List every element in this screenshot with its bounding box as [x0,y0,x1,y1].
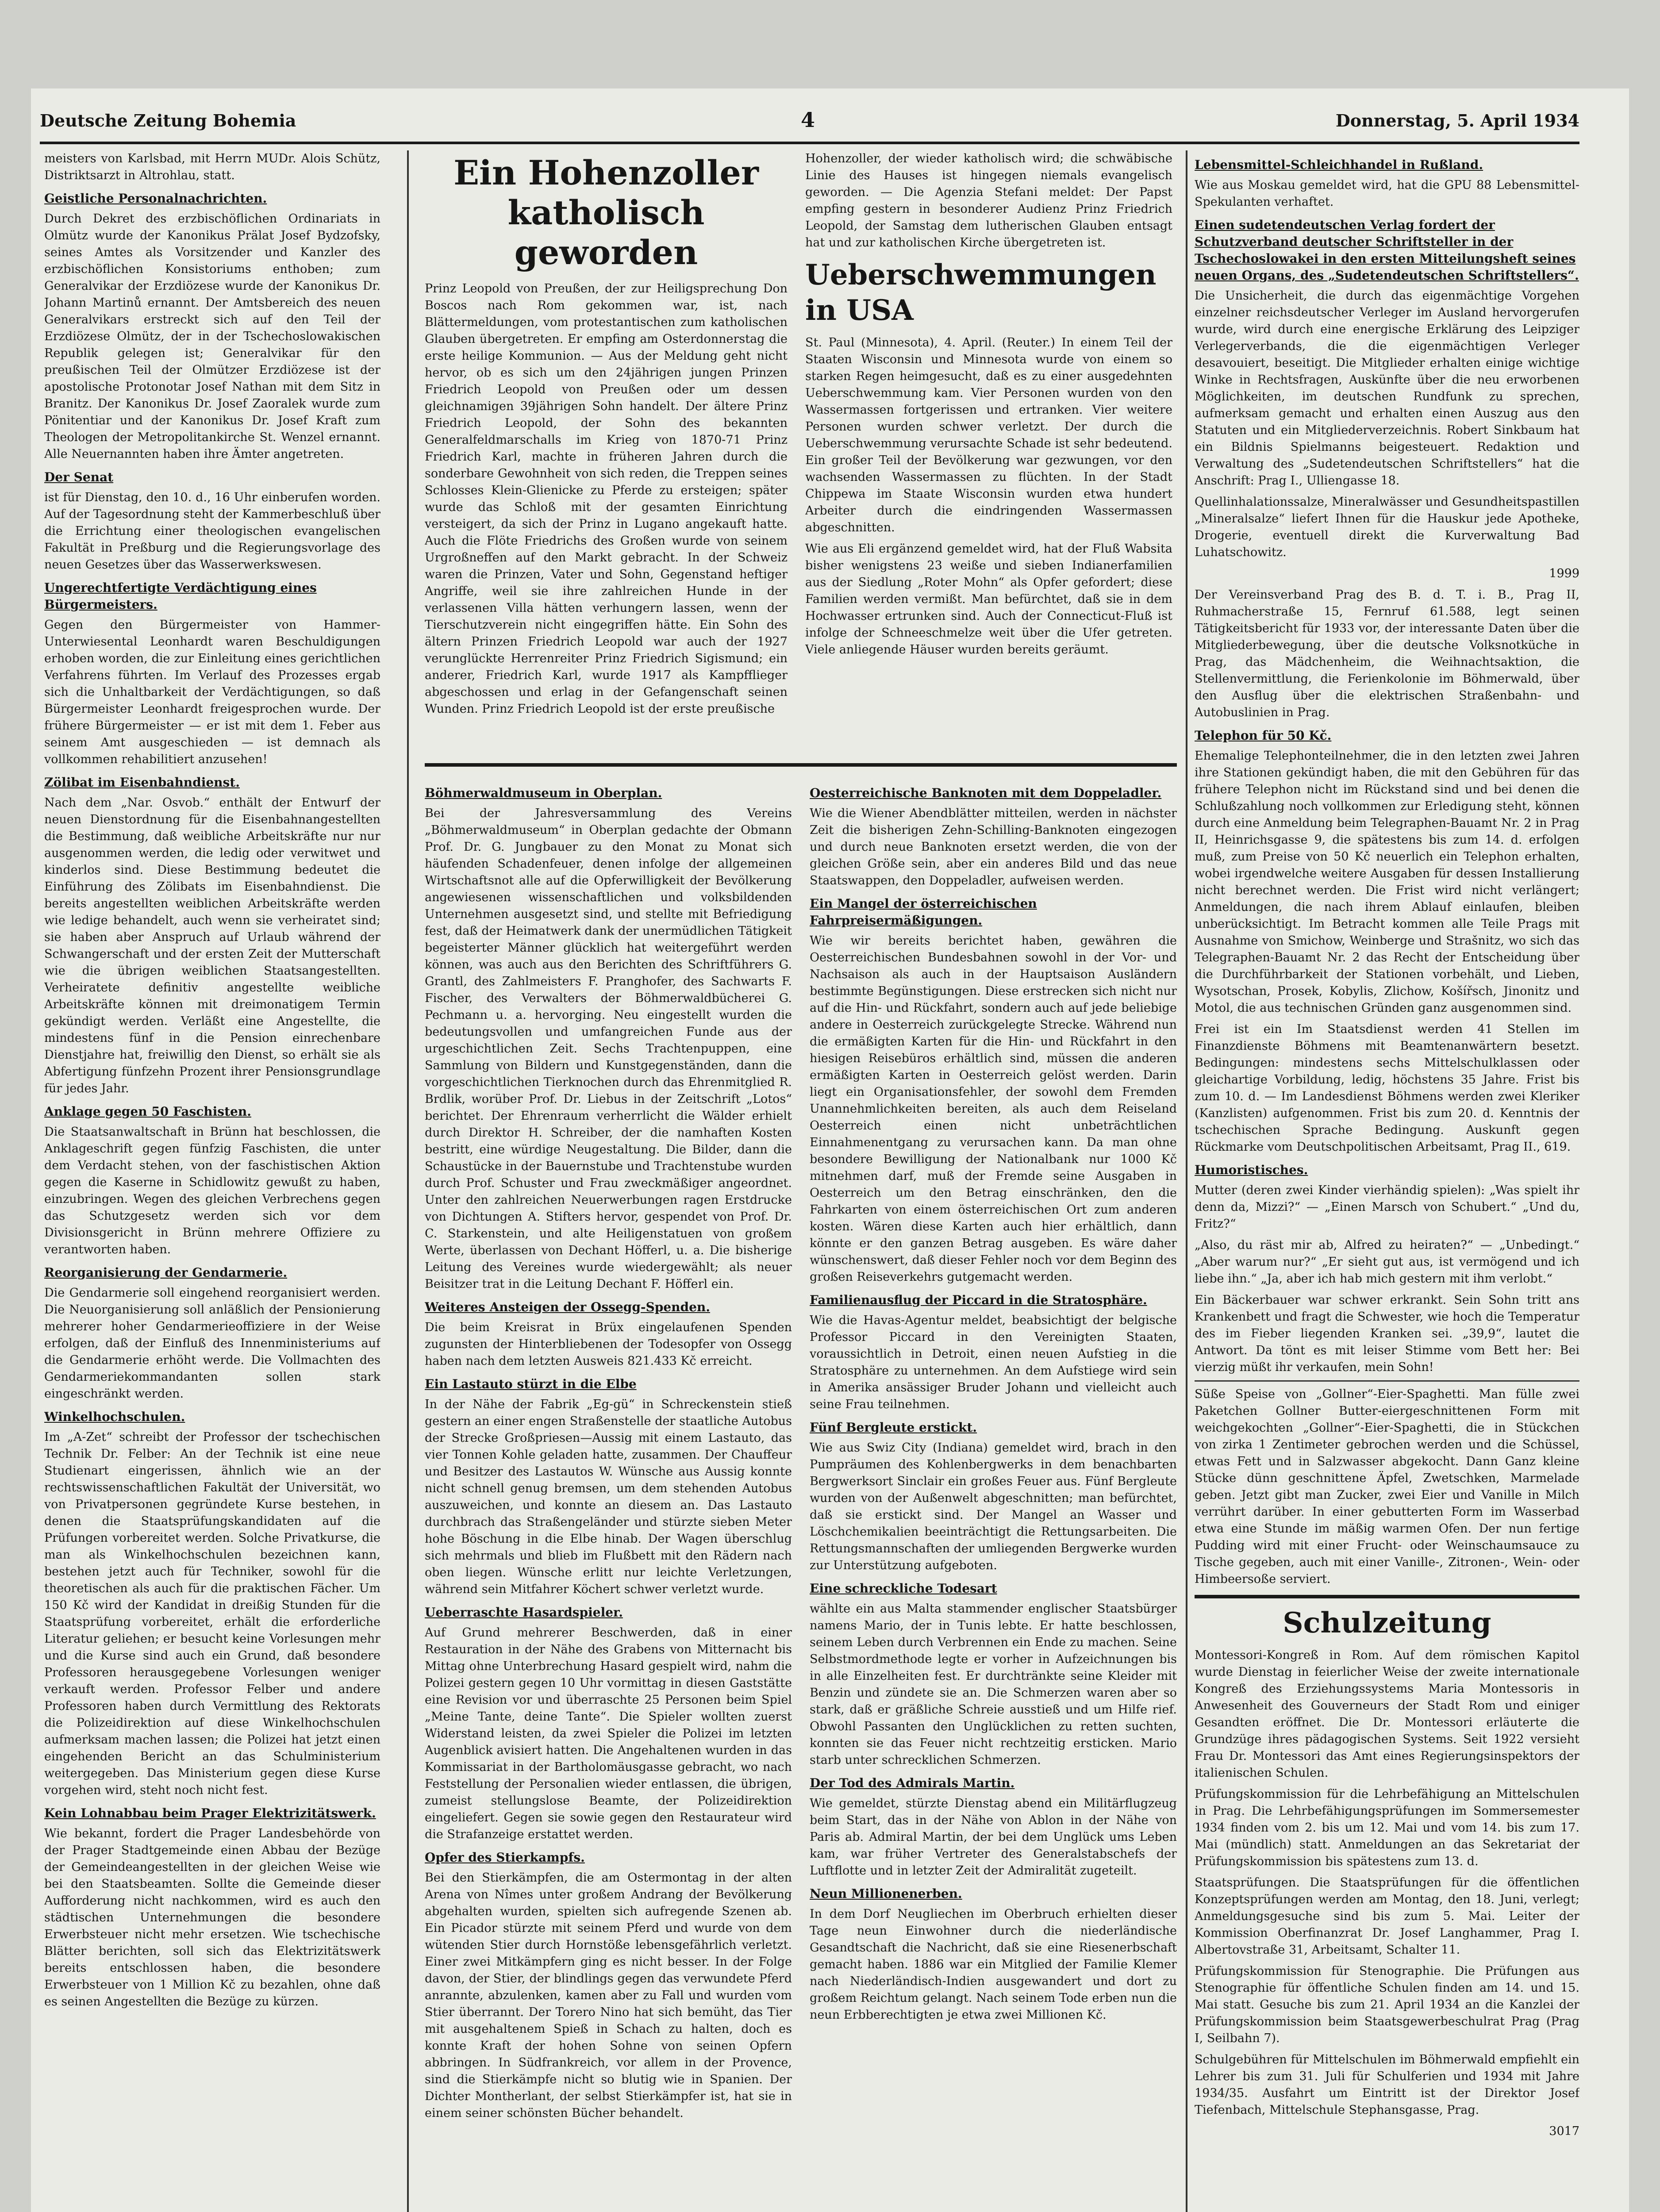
article-heading: Zölibat im Eisenbahndienst. [44,775,240,790]
article-heading: Weiteres Ansteigen der Ossegg-Spenden. [425,1300,711,1314]
article-heading: Ein Mangel der österreichischen Fahrpreisermäßigungen. [810,896,1037,928]
article-paragraph: Wie aus Eli ergänzend gemeldet wird, hat der Fluß Wabsita bisher wenigstens 23 weiße und sieben Indianerfamilien aus der Siedlung „Roter Mohn“ als Opfer gefordert; diese Familien werden vermißt. Man befürchtet, daß sie in dem Hochwasser ertrunken sind. Auch der Connecticut-Fluß ist infolge der Schneeschmelze weit über die Ufer getreten. Viele anliegende Häuser wurden bereits geräumt. [805,542,1172,657]
article-heading: Neun Millionenerben. [810,1886,962,1901]
article-heading: Böhmerwaldmuseum in Oberplan. [425,786,662,800]
article-paragraph: Wie aus Moskau gemeldet wird, hat die GPU 88 Lebensmittel-Spekulanten verhaftet. [1195,178,1579,209]
header-rule [40,142,1579,144]
article-paragraph: Der Vereinsverband Prag des B. d. T. i. B., Prag II, Ruhmacherstraße 15, Fernruf 61.588, legt seinen Tätigkeitsbericht für 1933 vor, der interessante Daten über die Mitgliederbewegung, über die deutsche Volksnotküche in Prag, das Mädchenheim, die Weihnachtsaktion, die Stellenvermittlung, die Ferienkolonie im Böhmerwald, über den Ausflug über die elektrischen Straßenbahn- und Autobuslinien in Prag. [1195,588,1579,719]
article-paragraph: Im „A-Zet“ schreibt der Professor der tschechischen Technik Dr. Felber: An der Technik ist eine neue Studienart eingerissen, ähnlich wie an der rechtswissenschaftlichen Fakultät der Universität, wo von Privatpersonen gegründete Kurse bestehen, in denen die Staatsprüfungskandidaten auf die Prüfungen vorbereitet werden. Solche Privatkurse, die man als Winkelhochschulen bezeichnen kann, bestehen jetzt auch für Techniker, sowohl für die theoretischen als auch für die praktischen Fächer. Um 150 Kč wird der Kandidat in dreißig Stunden für die Staatsprüfung vorbereitet, erhält die erforderliche Literatur geliehen; er besucht keine Vorlesungen mehr und die Kurse sind auch ein Grund, daß besondere Professoren herausgegebene Vorlesungen weniger verkauft werden. Professor Felber und andere Professoren haben durch Vermittlung des Rektorats die Polizeidirektion auf diese Winkelhochschulen aufmerksam machen lassen; die Polizei hat jetzt einen eingehenden Bericht an das Schulministerium weitergegeben. Das Ministerium gegen diese Kurse vorgehen wird, steht noch nicht fest. [44,1430,380,1797]
section-headline: Schulzeitung [1283,1606,1491,1640]
article-paragraph: St. Paul (Minnesota), 4. April. (Reuter.) In einem Teil der Staaten Wisconsin und Minnesota wurde von einem so starken Regen heimgesucht, daß es zu einer ausgedehnten Ueberschwemmung kam. Vier Personen wurden von den Wassermassen fortgerissen und ertranken. Vier weitere Personen wurden schwer verletzt. Der durch die Ueberschwemmung verursachte Schade ist sehr bedeutend. Ein großer Teil der Bevölkerung war gezwungen, vor den wachsenden Wassermassen zu flüchten. In der Stadt Chippewa im Staate Wisconsin wurden etwa hundert Arbeiter durch die eindringenden Wassermassen abgeschnitten. [805,336,1172,534]
section-headline: Ueberschwemmungen in USA [805,258,1157,327]
article-paragraph: Bei der Jahresversammlung des Vereins „Böhmerwaldmuseum“ in Oberplan gedachte der Obmann Prof. Dr. G. Jungbauer zu den Monat zu Monat sich häufenden Schadenfeuer, denen infolge der allgemeinen Wirtschaftsnot alle auf die Opferwilligkeit der Bevölkerung angewiesenen wissenschaftlichen und volksbildenden Unternehmen ausgesetzt sind, und stellte mit Befriedigung fest, daß der Heimatwerk dank der unermüdlichen Tätigkeit begeisterter Männer glücklich hat weitergeführt werden können, was auch aus den Berichten des Schriftführers G. Grantl, des Zahlmeisters F. Pranghofer, des Sachwarts F. Fischer, des Verwalters der Böhmerwaldbücherei G. Pechmann u. a. hervorging. Neu eingestellt wurden die bedeutungsvollen und umfangreichen Funde aus der urgeschichtlichen Zeit. Sechs Trachtenpuppen, eine Sammlung von Bildern und Kunstgegenständen, dann die vorgeschichtlichen Tierknochen durch das Ehrenmitglied R. Brdlik, worüber Prof. Dr. Liebus in der Zeitschrift „Lotos“ berichtet. Der Ehrenraum verherrlicht die Wälder erhielt durch Direktor H. Schreiber, der die namhaften Kosten bestritt, eine würdige Neugestaltung. Die Bilder, dann die Schaustücke in der Bauernstube und Trachtenstube wurden durch Prof. Schuster und Frau zweckmäßiger angeordnet. Unter den zahlreichen Neuerwerbungen ragen Erstdrucke von Dichtungen A. Stifters hervor, gespendet von Prof. Dr. C. Starkenstein, und alte Heiligenstatuen von großem Werte, überlassen von Dechant Höfferl, u. a. Die bisherige Leitung des Vereines wurde wiedergewählt; als neuer Beisitzer trat in die Leitung Dechant F. Höfferl ein. [425,806,792,1291]
article-paragraph: Die Staatsanwaltschaft in Brünn hat beschlossen, die Anklageschrift gegen fünfzig Faschisten, die unter dem Verdacht stehen, von der faschistischen Aktion gegen die Kaserne in Schidlowitz gewußt zu haben, einzubringen. Wegen des gleichen Verbrechens gegen das Schutzgesetz werden sich vor dem Divisionsgericht in Brünn mehrere Offiziere zu verantworten haben. [44,1125,380,1256]
article-paragraph: Bei den Stierkämpfen, die am Ostermontag in der alten Arena von Nîmes unter großem Andrang der Bevölkerung abgehalten wurden, spielten sich aufregende Szenen ab. Ein Picador stürzte mit seinem Pferd und wurde von dem wütenden Stier durch Hornstöße lebensgefährlich verletzt. Einer zwei Mitkämpfern ging es nicht besser. In der Folge davon, der Stier, der blindlings gegen das verwundete Pferd anrannte, abzulenken, kamen aber zu Fall und wurden vom Stier überrannt. Der Torero Nino hat sich bemüht, das Tier mit ausgehaltenem Spieß in Schach zu halten, doch es konnte Kraft der hohen Sohne von seinen Opfern abbringen. In Südfrankreich, vor allem in der Provence, sind die Stierkämpfe nicht so blutig wie in Spanien. Der Dichter Montherlant, der selbst Stierkämpfer ist, hat sie in einem seiner schönsten Bücher behandelt. [425,1871,792,2120]
article-paragraph: Frei ist ein Im Staatsdienst werden 41 Stellen im Finanzdienste Böhmens mit Beamtenanwärtern besetzt. Bedingungen: mindestens sechs Mittelschulklassen oder gleichartige Vorbildung, ledig, höchstens 35 Jahre. Frist bis zum 10. d. — Im Landesdienst Böhmens werden zwei Kleriker (Kanzlisten) aufgenommen. Frist bis zum 20. d. Kenntnis der tschechischen Sprache Bedingung. Auskunft gegen Rückmarke vom Deutschpolitischen Arbeitsamt, Prag II., 619. [1195,1022,1579,1154]
article-heading: Oesterreichische Banknoten mit dem Doppeladler. [810,786,1162,800]
article-paragraph: Wie bekannt, fordert die Prager Landesbehörde von der Prager Stadtgemeinde einen Abbau der Bezüge der Gemeindeangestellten in der gleichen Weise wie bei den Staatsbeamten. Sollte die Gemeinde dieser Aufforderung nicht nachkommen, wird es auch den städtischen Unternehmungen die besondere Erwerbsteuer nicht mehr ersetzen. Wie tschechische Blätter berichten, soll sich das Elektrizitätswerk bereits entschlossen haben, die besondere Erwerbsteuer von 1 Million Kč zu bezahlen, ohne daß es seinen Angestellten die Bezüge zu kürzen. [44,1827,380,2008]
article-heading: Telephon für 50 Kč. [1195,728,1332,743]
article-paragraph: ist für Dienstag, den 10. d., 16 Uhr einberufen worden. Auf der Tagesordnung steht der Kammerbeschluß über die Errichtung einer theologischen evangelischen Fakultät in Preßburg und die Regierungsvorlage des neuen Gesetzes über das Wasserwerkswesen. [44,491,380,572]
article-paragraph: Süße Speise von „Gollner“-Eier-Spaghetti. Man fülle zwei Paketchen Gollner Butter-eiergeschnittenen Form mit weichgekochten „Gollner“-Eier-Spaghetti, die in Stückchen von zirka 1 Zentimeter gebrochen werden und die Schüssel, etwas Fett und in Salzwasser abgekocht. Dann Ganz kleine Stücke dünn geschnittene Äpfel, Zwetschken, Marmelade geben. Jetzt gibt man Zucker, zwei Eier und Vanille in Milch verrührt darüber. In einer gebutterten Form im Wasserbad etwa eine Stunde im mäßig warmen Ofen. Der nun fertige Pudding wird mit einer Frucht- oder Weinschaumsauce zu Tische gegeben, auch mit einer Vanille-, Zitronen-, Wein- oder Himbeersoße serviert. [1195,1387,1579,1586]
article-paragraph: Montessori-Kongreß in Rom. Auf dem römischen Kapitol wurde Dienstag in feierlicher Weise der zweite internationale Kongreß des Erziehungssystems Maria Montessoris in Anwesenheit des Gouverneurs der Stadt Rom und einiger Gesandten eröffnet. Die Dr. Montessori erläuterte die Grundzüge ihres pädagogischen Systems. Seit 1922 versieht Frau Dr. Montessori das Amt eines Regierungsinspektors der italienischen Schulen. [1195,1648,1579,1780]
article-heading: Lebensmittel-Schleichhandel in Rußland. [1195,157,1483,172]
article-paragraph: Nach dem „Nar. Osvob.“ enthält der Entwurf der neuen Dienstordnung für die Eisenbahnangestellten die Bestimmung, daß weibliche Arbeitskräfte nur nur ausgenommen werden, die ledig oder verwitwet und kinderlos sind. Diese Bestimmung bedeutet die Einführung des Zölibats im Eisenbahndienst. Die bereits angestellten weiblichen Arbeitskräfte werden wie ledige behandelt, auch wenn sie verheiratet sind; sie haben aber Anspruch auf Urlaub während der Schwangerschaft und der ersten Zeit der Mutterschaft wie die übrigen weiblichen Staatsangestellten. Verheiratete definitiv angestellte weibliche Arbeitskräfte können mit dreimonatigem Termin gekündigt werden. Verläßt eine Angestellte, die mindestens fünf in die Pension einrechenbare Dienstjahre hat, freiwillig den Dienst, so erhält sie als Abfertigung fünfzehn Prozent ihrer Pensionsgrundlage für jedes Jahr. [44,796,380,1095]
article-paragraph: Prüfungskommission für Stenographie. Die Prüfungen aus Stenographie für öffentliche Schulen finden am 14. und 15. Mai statt. Gesuche bis zum 21. April 1934 an die Kanzlei der Prüfungskommission beim Staatsgewerbeschulrat Prag (Prag I, Seilbahn 7). [1195,1964,1579,2045]
column-rule [1186,150,1187,2212]
article-paragraph: In dem Dorf Neugliechen im Oberbruch erhielten dieser Tage neun Einwohner durch die niederländische Gesandtschaft die Nachricht, daß sie eine Riesenerbschaft gemacht haben. 1886 war ein Mitglied der Familie Klemer nach Niederländisch-Indien ausgewandert und dort zu großem Reichtum gelangt. Nach seinem Tode erben nun die neun Erbberechtigten je etwa zwei Millionen Kč. [810,1907,1177,2022]
article-paragraph: wählte ein aus Malta stammender englischer Staatsbürger namens Mario, der in Tunis lebte. Er hatte beschlossen, seinem Leben durch Verbrennen ein Ende zu machen. Seine Selbstmordmethode legte er vorher in Aufzeichnungen bis in alle Einzelheiten fest. Er durchtränkte seine Kleider mit Benzin und zündete sie an. Die Schmerzen waren aber so stark, daß er gräßliche Schreie ausstieß und um Hilfe rief. Obwohl Passanten den Unglücklichen zu retten suchten, konnten sie das Feuer nicht rechtzeitig ersticken. Mario starb unter schrecklichen Schmerzen. [810,1602,1177,1767]
article-paragraph: Wie die Havas-Agentur meldet, beabsichtigt der belgische Professor Piccard in den Vereinigten Staaten, voraussichtlich in Detroit, einen neuen Aufstieg in die Stratosphäre zu unternehmen. An dem Aufstiege wird sein in Amerika ansässiger Bruder Johann und vielleicht auch seine Frau teilnehmen. [810,1313,1177,1411]
article-paragraph: Wie gemeldet, stürzte Dienstag abend ein Militärflugzeug beim Start, das in der Nähe von Ablon in der Nähe von Paris ab. Admiral Martin, der bei dem Unglück ums Leben kam, war früher Vertreter des Generalstabschefs der Luftflotte und in letzter Zeit der Admiralität zugeteilt. [810,1797,1177,1878]
column-rule [802,929,803,2212]
article-paragraph: Schulgebühren für Mittelschulen im Böhmerwald empfiehlt ein Lehrer bis zum 31. Juli für Schulferien und 1934 mit Jahre 1934/35. Ausfahrt um Eintritt ist der Direktor Josef Tiefenbach, Mittelschule Stephansgasse, Prag. [1195,2053,1579,2117]
article-paragraph: Hohenzoller, der wieder katholisch wird; die schwäbische Linie des Hauses ist hingegen niemals evangelisch geworden. — Die Agenzia Stefani meldet: Der Papst empfing gestern in besonderer Audienz Prinz Friedrich Leopold, der Samstag dem lutherischen Glauben entsagt hat und zur katholischen Kirche übergetreten ist. [805,152,1172,250]
article-paragraph: Die beim Kreisrat in Brüx eingelaufenen Spenden zugunsten der Hinterbliebenen der Todesopfer von Ossegg haben nach dem letzten Ausweis 821.433 Kč erreicht. [425,1321,792,1368]
article-heading: Ueberraschte Hasardspieler. [425,1605,623,1620]
article-heading: Reorganisierung der Gendarmerie. [44,1265,288,1280]
newspaper-name: Deutsche Zeitung Bohemia [40,111,296,131]
article-paragraph: Die Gendarmerie soll eingehend reorganisiert werden. Die Neuorganisierung soll anläßlich der Pensionierung mehrerer hoher Gendarmerieoffiziere in der Weise erfolgen, daß der Einfluß des Innenministeriums auf die Gendarmerie erhöht werde. Die Vollmachten des Gendarmeriekommandanten sollen stark eingeschränkt werden. [44,1286,380,1401]
article-heading: Kein Lohnabbau beim Prager Elektrizitätswerk. [44,1806,376,1820]
page-header [40,102,1579,137]
section-rule [425,763,1177,767]
article-heading: Winkelhochschulen. [44,1409,185,1424]
page-number: 4 [801,108,815,132]
article-paragraph: Ehemalige Telephonteilnehmer, die in den letzten zwei Jahren ihre Stationen gekündigt haben, die mit den Gebühren für das frühere Telephon nicht im Rückstand sind und bei denen die Schlußzahlung noch vollkommen zur Erledigung steht, können durch eine Anmeldung beim Telegraphen-Bauamt Nr. 2 in Prag II, Heinrichsgasse 9, die spätestens bis zum 14. d. erfolgen muß, zum Preise von 50 Kč neuerlich ein Telephon erhalten, wobei irgendwelche weitere Ausgaben für dessen Installierung nicht berechnet werden. Die Frist wird nicht verlängert; Anmeldungen, die nach ihrem Ablauf einlaufen, bleiben unberücksichtigt. Im Betracht kommen alle Teile Prags mit Ausnahme von Smichow, Weinberge und Strašnitz, wo sich das Telegraphen-Bauamt Nr. 2 das Recht der Entscheidung über die Durchführbarkeit der Stationen vorbehält, und Lieben, Wysotschan, Prosek, Kobylis, Zlichow, Košířsch, Jinonitz und Motol, die aus technischen Gründen ganz ausgenommen sind. [1195,749,1579,1015]
article-heading: Eine schreckliche Todesart [810,1581,997,1596]
article-paragraph: Mutter (deren zwei Kinder vierhändig spielen): „Was spielt ihr denn da, Mizzi?“ — „Einen Marsch von Schubert.“ „Und du, Fritz?“ [1195,1183,1579,1231]
article-paragraph: meisters von Karlsbad, mit Herrn MUDr. Alois Schütz, Distriktsarzt in Altrohlau, statt. [44,152,380,182]
article-heading: Opfer des Stierkampfs. [425,1850,585,1865]
issue-date: Donnerstag, 5. April 1934 [1335,111,1579,131]
column-4 [1195,150,1579,2212]
column-1 [44,150,380,2212]
column-2 [425,779,792,2212]
article-paragraph: Prinz Leopold von Preußen, der zur Heiligsprechung Don Boscos nach Rom gekommen war, ist, nach Blättermeldungen, vom protestantischen zum katholischen Glauben übergetreten. Er empfing am Osterdonnerstag die erste heilige Kommunion. — Aus der Meldung geht nicht hervor, ob es sich um den 24jährigen jungen Prinzen Friedrich Leopold von Preußen oder um dessen gleichnamigen 39jährigen Sohn handelt. Der ältere Prinz Friedrich Leopold, der Sohn des bekannten Generalfeldmarschalls im Krieg von 1870-71 Prinz Friedrich Karl, machte in früheren Jahren durch die sonderbare Gewohnheit von sich reden, die Treppen seines Schlosses Klein-Glienicke zu Pferde zu ersteigen; später wurde das Schloß mit der gesamten Einrichtung versteigert, da sich der Prinz in Lugano angekauft hatte. Auch die Flöte Friedrichs des Großen wurde von seinem Urgroßneffen auf den Markt gebracht. In der Schweiz waren die Prinzen, Vater und Sohn, Gegenstand heftiger Angriffe, weil sie ihre zahlreichen Hunde in der verlassenen Villa hätten verhungern lassen, wenn der Tierschutzverein nicht eingegriffen hätte. Ein Sohn des ältern Prinzen Friedrich Leopold war auch der 1927 verunglückte Herrenreiter Prinz Friedrich Sigismund; ein anderer, Friedrich Karl, wurde 1917 als Kampfflieger abgeschossen und erlag in der Gefangenschaft seinen Wunden. Prinz Friedrich Leopold ist der erste preußische [425,282,788,716]
article-heading: Geistliche Personalnachrichten. [44,191,267,206]
article-paragraph: „Also, du räst mir ab, Alfred zu heiraten?“ — „Unbedingt.“ „Aber warum nur?“ „Er sieht gut aus, ist vermögend und ich liebe ihn.“ „Ja, aber ich hab mich gestern mit ihm verlobt.“ [1195,1238,1579,1286]
article-paragraph: In der Nähe der Fabrik „Eg-gü“ in Schreckenstein stieß gestern an einer engen Straßenstelle der staatliche Autobus der Strecke Großpriesen—Aussig mit einem Lastauto, das vier Tonnen Kohle geladen hatte, zusammen. Der Chauffeur und Besitzer des Lastautos W. Wünsche aus Aussig konnte nicht schnell genug bremsen, um dem stehenden Autobus auszuweichen, und konnte an diesem an. Das Lastauto durchbrach das Straßengeländer und stürzte sieben Meter hohe Böschung in die Elbe hinab. Der Wagen überschlug sich mehrmals und blieb im Flußbett mit den Rädern nach oben liegen. Wünsche erlitt nur leichte Verletzungen, während sein Mitfahrer Köchert schwer verletzt wurde. [425,1398,792,1596]
article-paragraph: Wie die Wiener Abendblätter mitteilen, werden in nächster Zeit die bisherigen Zehn-Schilling-Banknoten eingezogen und durch neue Banknoten ersetzt werden, die von der gleichen Größe sein, aber ein anderes Bild und das neue Staatswappen, den Doppeladler, aufweisen werden. [810,806,1177,887]
article-paragraph: Die Unsicherheit, die durch das eigenmächtige Vorgehen einzelner reichsdeutscher Verleger im Ausland hervorgerufen wurde, wird durch eine energische Erklärung des Leipziger Verlegerverbands, die die eigenmächtigen Verleger desavouiert, beseitigt. Die Mitglieder erhalten einige wichtige Winke in Rechtsfragen, Auskünfte über die neu erworbenen Möglichkeiten, im deutschen Rundfunk zu sprechen, aufmerksam gemacht und erhalten einen Auszug aus den Statuten und ein Mitgliederverzeichnis. Robert Sinkbaum hat ein Bildnis Spielmanns beigesteuert. Redaktion und Verwaltung des „Sudetendeutschen Schriftstellers“ hat die Anschrift: Prag I., Ulliengasse 18. [1195,289,1579,488]
article-paragraph: Prüfungskommission für die Lehrbefähigung an Mittelschulen in Prag. Die Lehrbefähigungsprüfungen im Sommersemester 1934 finden vom 2. bis um 12. Mai und vom 14. bis zum 17. Mai (mündlich) statt. Anmeldungen an das Sekretariat der Prüfungskommission bis spätestens zum 13. d. [1195,1787,1579,1868]
column-rule [407,150,409,2212]
article-paragraph: Ein Bäckerbauer war schwer erkrankt. Sein Sohn tritt ans Krankenbett und fragt die Schwester, wie hoch die Temperatur des im Fieber liegenden Kranken sei. „39,9“, lautet die Antwort. Da tönt es mit leiser Stimme vom Bett her: Bei vierzig müßt ihr verkaufen, mein Sohn! [1195,1293,1579,1374]
article-heading: Familienausflug der Piccard in die Stratosphäre. [810,1293,1147,1307]
article-paragraph: Auf Grund mehrerer Beschwerden, daß in einer Restauration in der Nähe des Grabens von Mitternacht bis Mittag ohne Unterbrechung Hasard gespielt wird, nahm die Polizei gestern gegen 10 Uhr vormittag in diesen Gaststätte eine Revision vor und überraschte 25 Personen beim Spiel „Meine Tante, deine Tante“. Die Spieler wollten zuerst Widerstand leisten, da zwei Spieler die Polizei im letzten Augenblick avisiert hatten. Die Angehaltenen wurden in das Kommissariat in der Bartholomäusgasse gebracht, wo nach Feststellung der Personalien wieder entlassen, die übrigen, zumeist stellungslose Beamte, der Polizeidirektion eingeliefert. Gegen sie sowie gegen den Restaurateur wird die Strafanzeige erstattet werden. [425,1626,792,1841]
headline-hohenzoller: Ein Hohenzoller katholisch geworden [453,153,759,272]
article-heading: Fünf Bergleute erstickt. [810,1420,977,1435]
column-3 [810,779,1177,2212]
article-heading: Der Tod des Admirals Martin. [810,1776,1015,1790]
ad-number: 3017 [1549,2124,1579,2138]
article-paragraph: Durch Dekret des erzbischöflichen Ordinariats in Olmütz wurde der Kanonikus Prälat Josef Bydzofsky, seines Amtes als Vorsitzender und Kanzler des erzbischöflichen Konsistoriums enthoben; zum Generalvikar der Erzdiözese wurde der Kanonikus Dr. Johann Martinů ernannt. Der Amtsbereich des neuen Generalvikars erstreckt sich auf den Teil der Erzdiözese Olmütz, der in der Tschechoslowakischen Republik gelegen ist; Generalvikar für den preußischen Teil der Olmützer Erzdiözese ist der apostolische Protonotar Josef Nathan mit dem Sitz in Branitz. Der Kanonikus Dr. Josef Zaoralek wurde zum Pönitentiar und der Kanonikus Dr. Josef Kraft zum Theologen der Metropolitankirche St. Wenzel ernannt. Alle Neuernannten haben ihre Ämter angetreten. [44,212,380,461]
separator [1195,1380,1579,1382]
article-paragraph: Staatsprüfungen. Die Staatsprüfungen für die öffentlichen Konzeptsprüfungen werden am Montag, den 18. Juni, verlegt; Anmeldungsgesuche sind bis zum 5. Mai. Leiter der Kommission Oberfinanzrat Dr. Josef Langhammer, Prag I. Albertovstraße 31, Arbeitsamt, Schalter 11. [1195,1876,1579,1957]
article-heading: Ungerechtfertigte Verdächtigung eines Bürgermeisters. [44,580,317,612]
article-paragraph: Wie wir bereits berichtet haben, gewähren die Oesterreichischen Bundesbahnen sowohl in der Vor- und Nachsaison als auch in der Hauptsaison Ausländern bestimmte Begünstigungen. Diese erstrecken sich nicht nur auf die Hin- und Rückfahrt, sondern auch auf jede beliebige andere in Oesterreich zurückgelegte Strecke. Während nun die ermäßigten Karten für die Hin- und Rückfahrt in den hiesigen Reisebüros erhältlich sind, müssen die anderen ermäßigten Karten in Oesterreich gelöst werden. Darin liegt ein Organisationsfehler, der sowohl dem Fremden Unannehmlichkeiten bereiten, als auch dem Reiseland Oesterreich einen nicht unbeträchtlichen Einnahmenentgang zu verursachen kann. Da man ohne besondere Bewilligung der Nationalbank nur 1000 Kč mitnehmen darf, muß der Fremde seine Ausgaben in Oesterreich um den Betrag einschränken, den die Fahrkarten von einem österreichischen Ort zum anderen kosten. Wären diese Karten auch hier erhältlich, dann könnte er den ganzen Betrag ausgeben. Es wäre daher wünschenswert, daß dieser Fehler noch vor dem Beginn des großen Reiseverkehrs gutgemacht werden. [810,934,1177,1284]
article-paragraph: Gegen den Bürgermeister von Hammer-Unterwiesental Leonhardt waren Beschuldigungen erhoben worden, die zur Einleitung eines gerichtlichen Verfahrens führten. Im Verlauf des Prozesses ergab sich die Unhaltbarkeit der Verdächtigungen, so daß Bürgermeister Leonhardt freigesprochen wurde. Der frühere Bürgermeister — er ist mit dem 1. Feber aus seinem Amt ausgeschieden — ist demnach als vollkommen rehabilitiert anzusehen! [44,618,380,766]
ad-number: 1999 [1549,567,1579,580]
article-heading: Einen sudetendeutschen Verlag fordert der Schutzverband deutscher Schriftsteller in der Tschechoslowakei in den ersten Mitteilungsheft seines neuen Organs, des „Sudetendeutschen Schriftstellers“. [1195,218,1579,283]
article-paragraph: Wie aus Swiz City (Indiana) gemeldet wird, brach in den Pumpräumen des Kohlenbergwerks in dem benachbarten Bergwerksort Sinclair ein großes Feuer aus. Fünf Bergleute wurden von der Außenwelt abgeschnitten; man befürchtet, daß sie erstickt sind. Der Mangel an Wasser und Löschchemikalien beeinträchtigt die Rettungsarbeiten. Die Rettungsmannschaften der umliegenden Bergwerke wurden zur Unterstützung aufgeboten. [810,1441,1177,1572]
article-heading: Ein Lastauto stürzt in die Elbe [425,1377,637,1391]
article-heading: Anklage gegen 50 Faschisten. [44,1104,251,1119]
article-heading: Der Senat [44,470,114,484]
separator [1195,1595,1579,1598]
article-paragraph: Quellinhalationssalze, Mineralwässer und Gesundheitspastillen „Mineralsalze“ liefert Ihnen für die Hauskur jede Apotheke, Drogerie, eventuell direkt die Kurverwaltung Bad Luhatschowitz. [1195,495,1579,559]
article-heading: Humoristisches. [1195,1163,1308,1177]
